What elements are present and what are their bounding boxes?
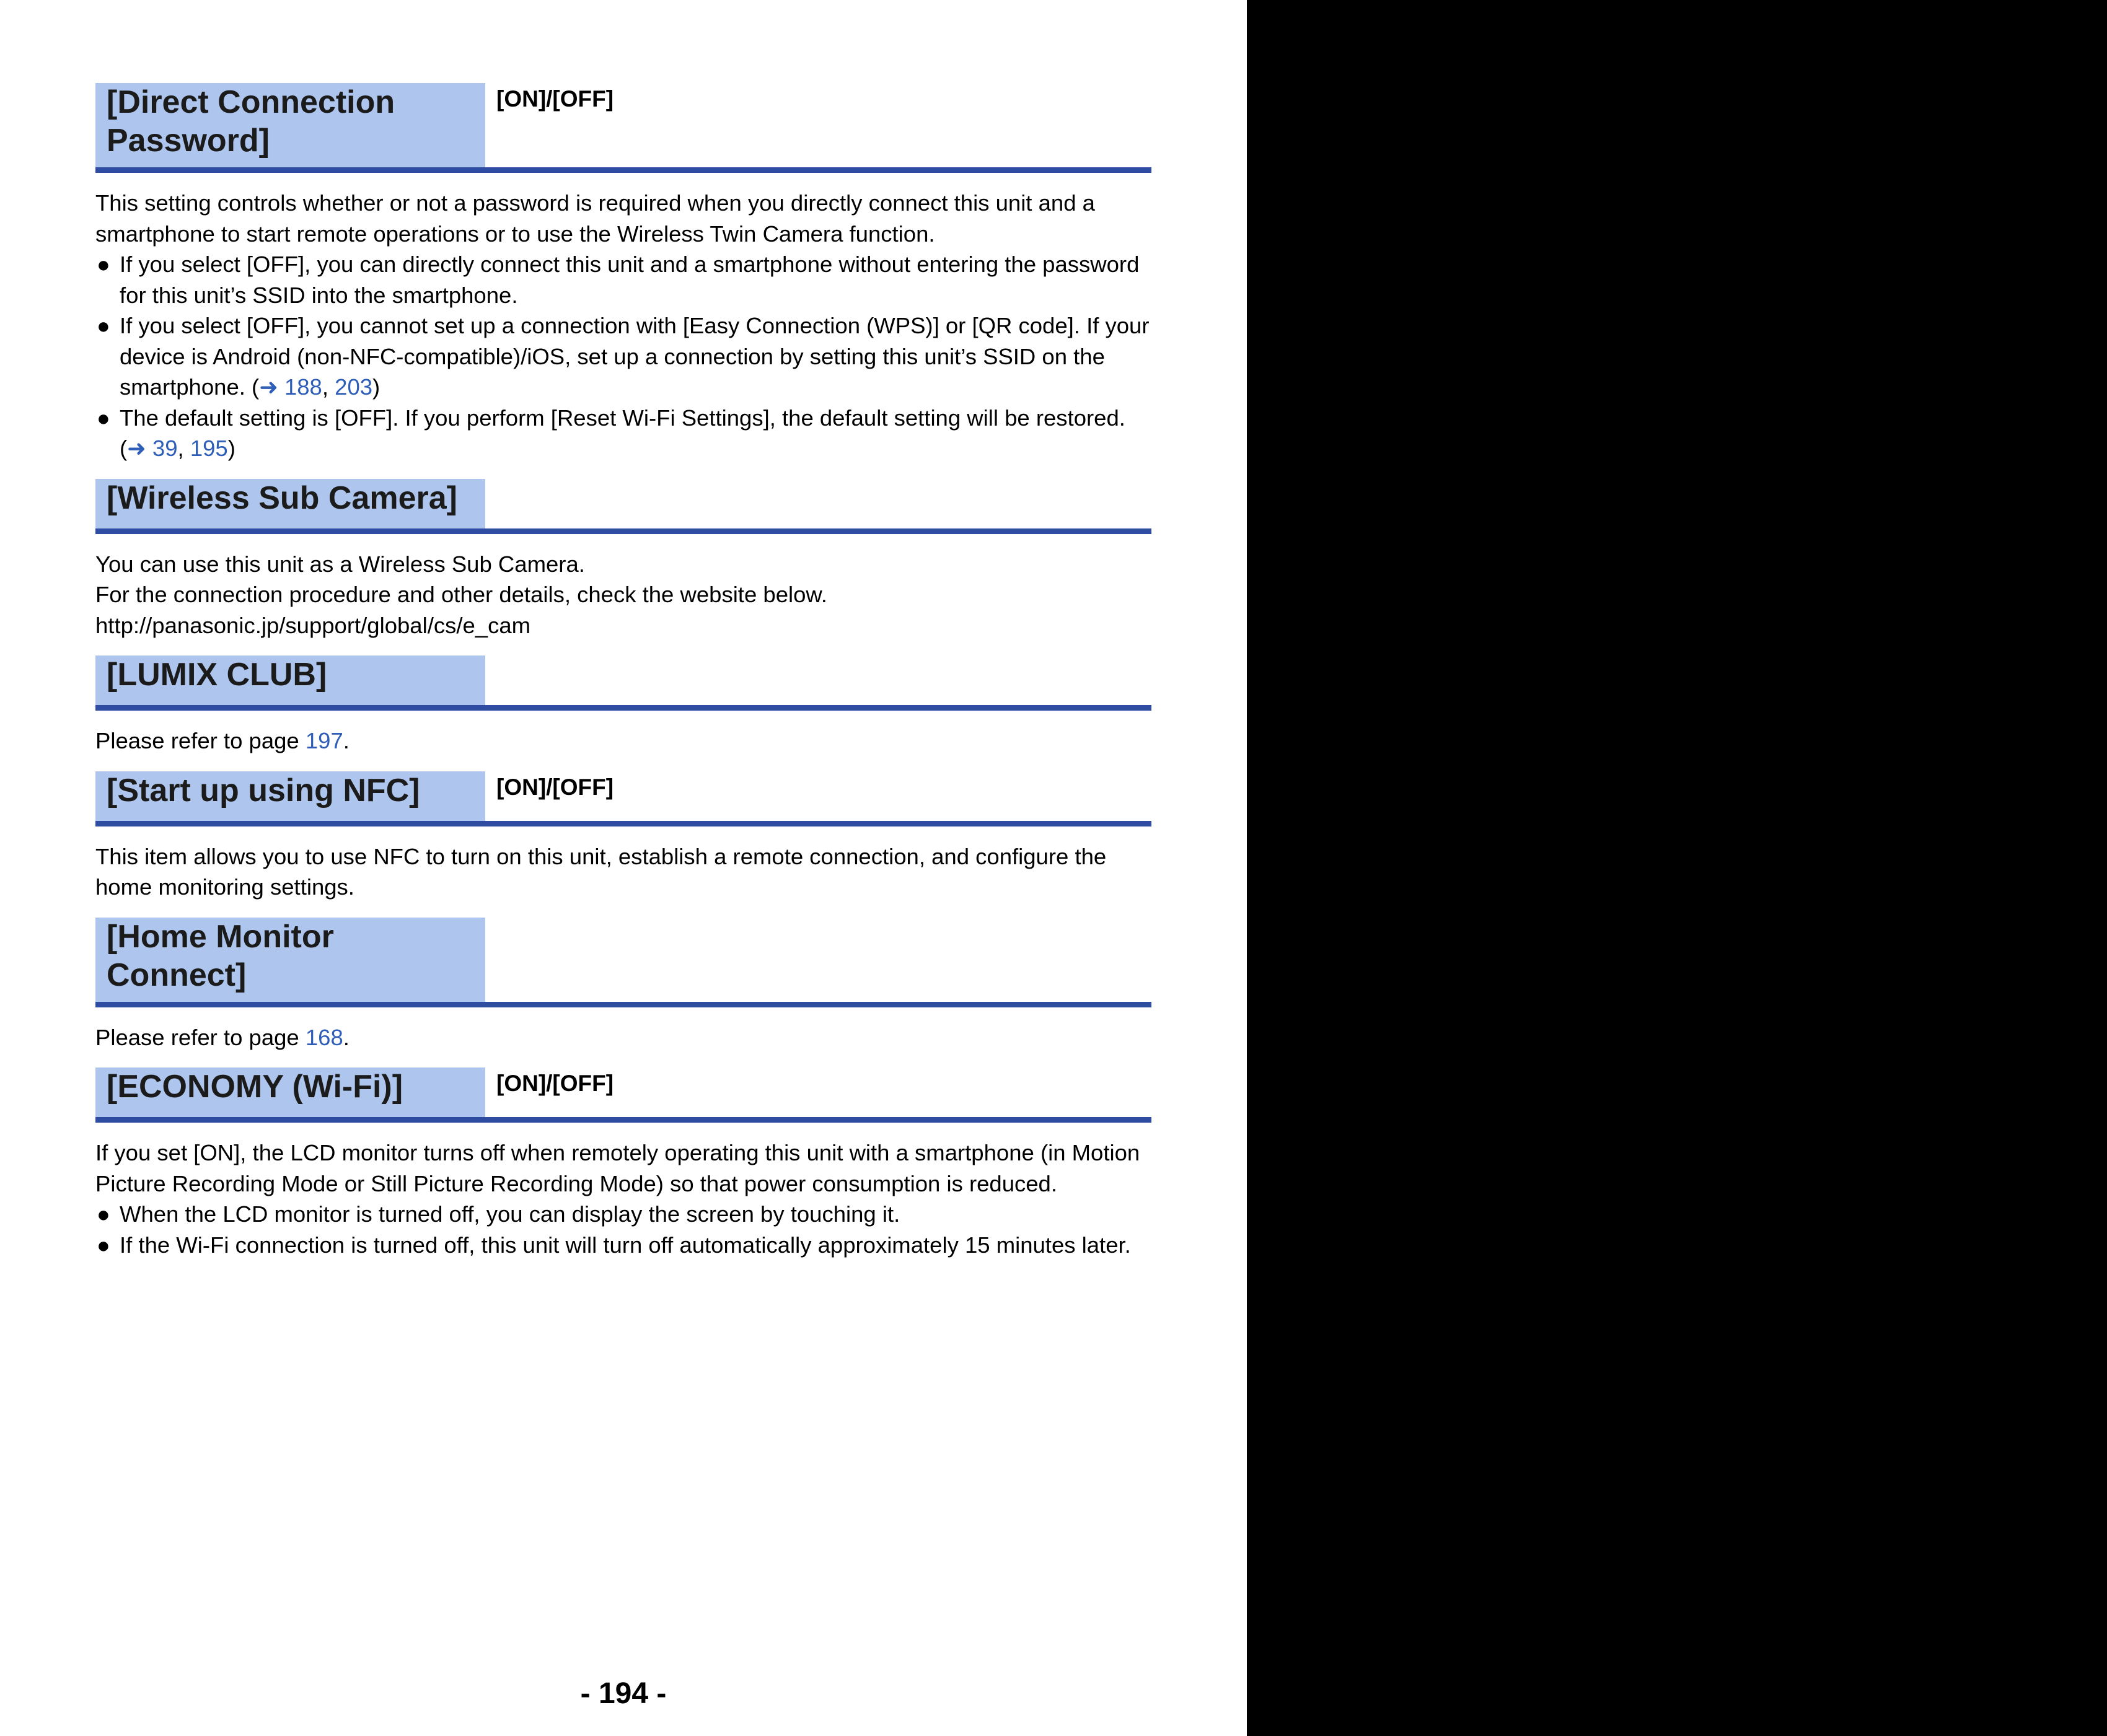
section-title: [Start up using NFC]: [95, 771, 485, 821]
page-link-203[interactable]: 203: [335, 374, 373, 400]
arrow-icon: ➜: [259, 374, 278, 400]
page-reference: [95, 1022, 1151, 1053]
bullet-text: The default setting is [OFF]. If you perform [Reset Wi-Fi Settings], the default setting will be restored. (: [120, 405, 1125, 461]
ref-close: ): [227, 436, 235, 461]
bullet-list: [95, 249, 1151, 464]
section-start-up-using-nfc: [95, 771, 1151, 903]
list-item: [95, 1230, 1151, 1261]
reference-text: Please refer to page: [95, 728, 306, 753]
section-body: [95, 549, 1151, 641]
section-title: [ECONOMY (Wi-Fi)]: [95, 1067, 485, 1117]
section-heading: [95, 479, 1151, 534]
section-body: [95, 1138, 1151, 1260]
bullet-icon: ●: [97, 1232, 110, 1258]
setting-options: [ON]/[OFF]: [496, 774, 614, 800]
bullet-icon: ●: [97, 405, 110, 431]
section-intro: If you set [ON], the LCD monitor turns off when remotely operating this unit with a smartphone (in Motion Picture Recording Mode or Still Picture Recording Mode) so that power consumption is reduced.: [95, 1140, 1140, 1196]
section-heading: [95, 771, 1151, 826]
reference-end: .: [343, 1024, 350, 1050]
bullet-text: If you select [OFF], you can directly connect this unit and a smartphone without entering the password for this unit’s SSID into the smartphone.: [120, 252, 1140, 308]
website-url: http://panasonic.jp/support/global/cs/e_cam: [95, 612, 531, 638]
section-home-monitor-connect: [95, 918, 1151, 1053]
section-wireless-sub-camera: [95, 479, 1151, 641]
page-content: [95, 83, 1151, 1275]
section-title: [Direct Connection Password]: [95, 83, 485, 167]
setting-options: [ON]/[OFF]: [496, 1071, 614, 1096]
reference-end: .: [343, 728, 350, 753]
body-line: You can use this unit as a Wireless Sub Camera.: [95, 551, 585, 577]
page-reference: [95, 726, 1151, 756]
arrow-icon: ➜: [127, 436, 146, 461]
section-body: [95, 188, 1151, 464]
ref-close: ): [372, 374, 380, 400]
section-title: [LUMIX CLUB]: [95, 655, 485, 705]
page-link-168[interactable]: 168: [305, 1024, 343, 1050]
bullet-icon: ●: [97, 313, 110, 338]
page-link-195[interactable]: 195: [190, 436, 228, 461]
list-item: [95, 1199, 1151, 1230]
bullet-icon: ●: [97, 252, 110, 277]
list-item: [95, 249, 1151, 310]
body-line: For the connection procedure and other details, check the website below.: [95, 582, 827, 607]
section-text: This item allows you to use NFC to turn on this unit, establish a remote connection, and configure the home monitoring settings.: [95, 843, 1107, 900]
section-direct-connection-password: [95, 83, 1151, 464]
link-separator: ,: [322, 374, 335, 400]
setting-options: [ON]/[OFF]: [496, 86, 614, 112]
section-title: [Home Monitor Connect]: [95, 918, 485, 1002]
list-item: [95, 403, 1151, 464]
section-economy-wifi: [95, 1067, 1151, 1260]
section-body: [95, 726, 1151, 756]
section-body: [95, 1022, 1151, 1053]
bullet-icon: ●: [97, 1201, 110, 1227]
page-link-197[interactable]: 197: [305, 728, 343, 753]
section-body: [95, 841, 1151, 903]
page-number: - 194 -: [580, 1677, 667, 1710]
section-title: [Wireless Sub Camera]: [95, 479, 485, 528]
section-intro: This setting controls whether or not a password is required when you directly connect this unit and a smartphone to start remote operations or to use the Wireless Twin Camera function.: [95, 190, 1095, 247]
bullet-list: [95, 1199, 1151, 1260]
section-heading: [95, 83, 1151, 173]
link-separator: ,: [177, 436, 190, 461]
reference-text: Please refer to page: [95, 1024, 306, 1050]
section-heading: [95, 655, 1151, 711]
bullet-text: If you select [OFF], you cannot set up a connection with [Easy Connection (WPS)] or [QR code]. If your device is Android (non-NFC-compatible)/iOS, set up a connection by setting this unit’s SSID on the smartphone. (: [120, 313, 1150, 400]
bullet-text: If the Wi-Fi connection is turned off, this unit will turn off automatically approximately 15 minutes later.: [120, 1232, 1131, 1258]
section-heading: [95, 918, 1151, 1007]
bullet-text: When the LCD monitor is turned off, you can display the screen by touching it.: [120, 1201, 900, 1227]
list-item: [95, 310, 1151, 403]
section-lumix-club: [95, 655, 1151, 756]
page-link-39[interactable]: 39: [152, 436, 178, 461]
page-link-188[interactable]: 188: [284, 374, 322, 400]
section-heading: [95, 1067, 1151, 1123]
